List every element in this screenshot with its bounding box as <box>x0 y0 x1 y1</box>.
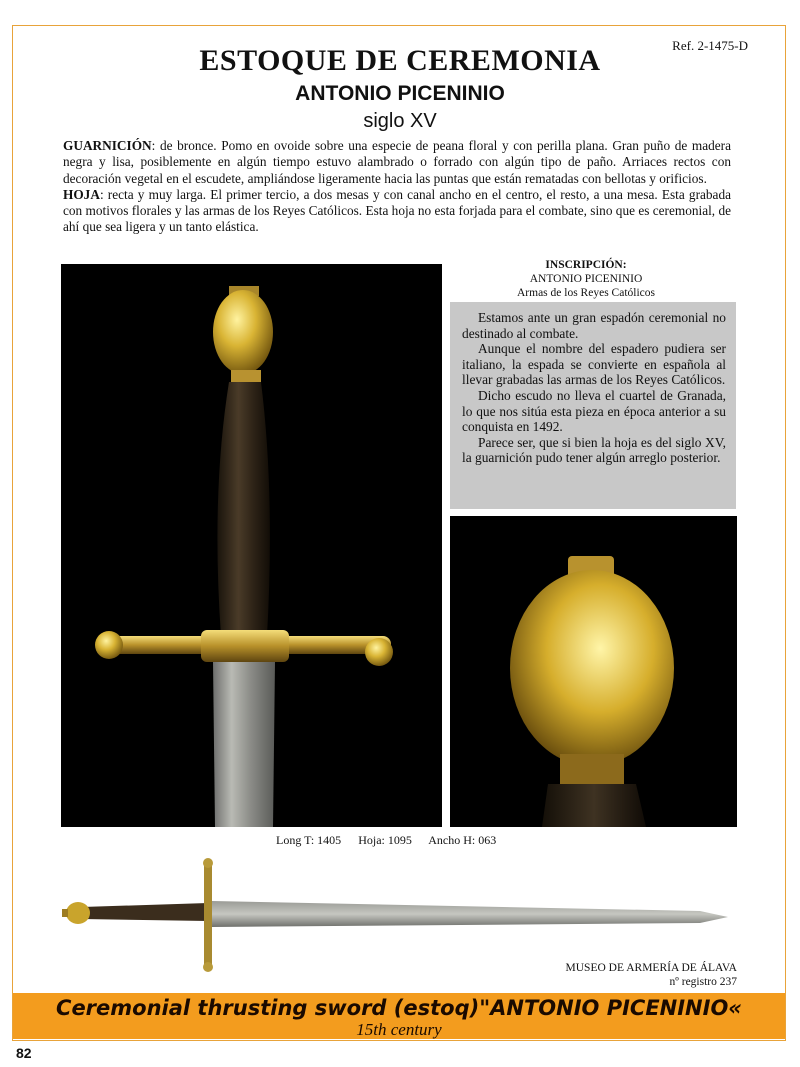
pommel-photo-graphic <box>450 516 737 827</box>
blade-length: Hoja: 1095 <box>358 833 412 847</box>
commentary-paragraph-1: Estamos ante un gran espadón ceremonial no destinado al combate. <box>462 310 726 341</box>
museum-registry: nº registro 237 <box>669 976 737 988</box>
guarnicion-paragraph <box>63 138 731 187</box>
commentary-paragraph-3: Dicho escudo no lleva el cuartel de Granada, lo que nos sitúa esta pieza en época anterior a su conquista en 1492. <box>462 387 726 435</box>
description-block <box>63 138 731 236</box>
english-title-banner <box>13 993 785 1039</box>
commentary-box <box>450 302 736 509</box>
english-century: 15th century <box>356 1020 442 1039</box>
inscription-line-2: Armas de los Reyes Católicos <box>517 287 655 299</box>
inscription-heading: INSCRIPCIÓN: <box>545 259 627 271</box>
hoja-paragraph <box>63 187 731 236</box>
museum-credit <box>566 961 737 989</box>
inscription-line-1: ANTONIO PICENINIO <box>529 273 643 285</box>
dimensions-line <box>276 833 510 848</box>
hoja-text: : recta y muy larga. El primer tercio, a dos mesas y con canal ancho en el centro, el resto, a una mesa. Esta grabada con motivos florales y las armas de los Reyes Católicos. Esta hoja no esta forjada para el combate, sino que es ceremonial, de ahí que sea ligera y un tanto elástica. <box>63 186 731 235</box>
reference-number: Ref. 2-1475-D <box>672 38 748 53</box>
pommel-photo <box>450 516 737 827</box>
total-length: Long T: 1405 <box>276 833 342 847</box>
inscription-block <box>452 258 720 300</box>
guarnicion-label: GUARNICIÓN <box>63 138 152 153</box>
full-sword-graphic <box>60 855 740 975</box>
hoja-label: HOJA <box>63 186 100 202</box>
commentary-paragraph-4: Parece ser, que si bien la hoja es del siglo XV, la guarnición pudo tener algún arreglo posterior. <box>462 434 726 466</box>
maker-name: ANTONIO PICENINIO <box>295 82 505 105</box>
page-title: ESTOQUE DE CEREMONIA <box>199 44 601 77</box>
blade-width: Ancho H: 063 <box>428 833 497 847</box>
hilt-photo <box>61 264 442 827</box>
century-label: siglo XV <box>363 110 437 132</box>
page-number: 82 <box>16 1045 32 1061</box>
commentary-paragraph-2: Aunque el nombre del espadero pudiera ser italiano, la espada se convierte en española al llevar grabadas las armas de los Reyes Católicos. <box>462 341 726 388</box>
museum-name: MUSEO DE ARMERÍA DE ÁLAVA <box>565 962 737 974</box>
guarnicion-text: : de bronce. Pomo en ovoide sobre una especie de peana floral y con perilla plana. Gran puño de madera negra y lisa, posiblemente en algún tiempo estuvo alambrado o forrado con algún tipo de paño. Arriaces rectos con decoración vegetal en el escudete, ampliándose ligeramente hacia las puntas que están rematadas con bellotas y orificios. <box>63 138 731 186</box>
full-sword-photo <box>60 855 740 975</box>
hilt-photo-graphic <box>61 264 442 827</box>
english-title: Ceremonial thrusting sword (estoq)"ANTONIO PICENINIO« <box>56 996 742 1020</box>
